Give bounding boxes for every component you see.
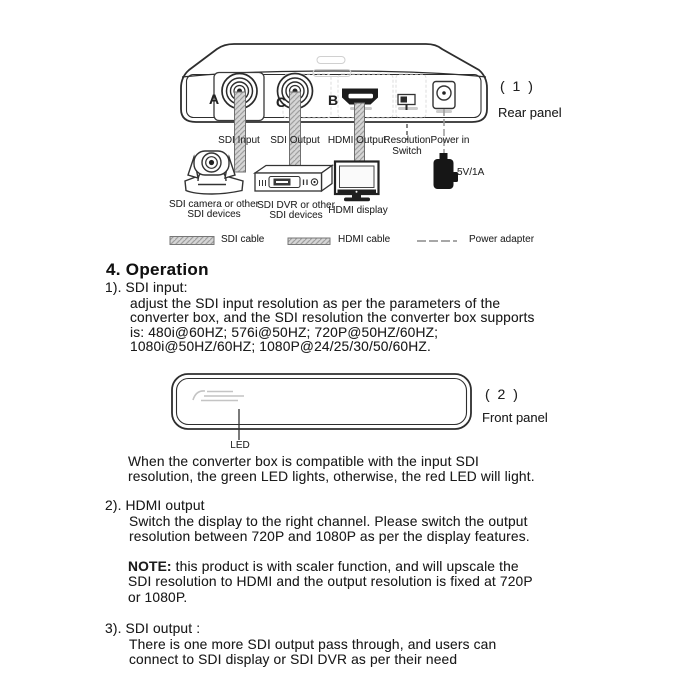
item2-title: 2). HDMI output: [105, 498, 205, 513]
item1-line: adjust the SDI input resolution as per the parameters of the: [130, 296, 501, 311]
label-hdmi-display: HDMI display: [328, 205, 388, 216]
sdi-dvr-icon: [255, 166, 332, 192]
power-jack-icon: [433, 82, 455, 109]
sdi-cable-swatch: [170, 237, 214, 245]
item3-title: 3). SDI output :: [105, 621, 201, 636]
note-line: or 1080P.: [128, 590, 188, 605]
legend-power-adapter: Power adapter: [469, 234, 535, 245]
hdmi-cable-swatch: [288, 238, 330, 245]
sdi-output-cable: [290, 92, 301, 169]
hdmi-port-icon: [342, 89, 378, 105]
note-line1: [128, 560, 519, 574]
label-camera-line1: SDI camera or other: [168, 199, 260, 210]
sdi-input-cable: [235, 92, 246, 172]
converter-box-front: [172, 374, 471, 440]
note-line: SDI resolution to HDMI and the output resolution is fixed at 720P: [128, 574, 533, 589]
legend-swatches: [170, 234, 457, 245]
label-hdmi-output: HDMI Output: [327, 135, 387, 146]
item1-line: is: 480i@60HZ; 576i@50HZ; 720P@50HZ/60HZ;: [130, 325, 439, 340]
item3-line: There is one more SDI output pass through, and users can: [129, 637, 497, 652]
led-paragraph-line: resolution, the green LED lights, otherwise, the red LED will light.: [128, 469, 535, 484]
label-sdi-output: SDI Output: [270, 135, 320, 146]
item1-title: 1). SDI input:: [105, 280, 188, 295]
legend-hdmi-cable: HDMI cable: [338, 234, 391, 245]
connector-letter-a: A: [209, 91, 220, 107]
note-label: NOTE:: [128, 559, 172, 574]
led-paragraph-line: When the converter box is compatible with the input SDI: [128, 454, 480, 469]
item2-line: Switch the display to the right channel. Please switch the output: [129, 514, 528, 529]
hdmi-cable: [355, 103, 365, 164]
label-power-in: Power in: [430, 135, 470, 146]
note-text: this product is with scaler function, and will upscale the: [171, 559, 519, 574]
section-heading: 4. Operation: [106, 260, 209, 279]
label-sdi-input: SDI Input: [218, 135, 260, 146]
figure1-number: ( 1 ): [500, 78, 535, 94]
item2-line: resolution between 720P and 1080P as per the display features.: [129, 529, 530, 544]
figure2-caption: Front panel: [482, 410, 548, 425]
label-led: LED: [230, 440, 250, 451]
figure1-caption: Rear panel: [498, 105, 562, 120]
legend-sdi-cable: SDI cable: [221, 234, 265, 245]
power-adapter-icon: [434, 153, 459, 189]
connector-letter-c: C: [276, 94, 287, 110]
label-adapter-rating: 5V/1A: [457, 167, 485, 178]
connector-letter-b: B: [328, 92, 339, 108]
figure2-number: ( 2 ): [485, 386, 520, 402]
item3-line: connect to SDI display or SDI DVR as per their need: [129, 652, 458, 667]
label-resolution-switch-line1: Resolution: [383, 135, 431, 146]
hdmi-display-icon: [335, 162, 379, 202]
label-dvr-line2: SDI devices: [269, 210, 323, 221]
item1-line: converter box, and the SDI resolution the converter box supports: [130, 310, 535, 325]
label-camera-line2: SDI devices: [187, 209, 241, 220]
label-dvr-line1: SDI DVR or other: [257, 200, 335, 211]
label-resolution-switch-line2: Switch: [392, 146, 422, 157]
item1-line: 1080i@50HZ/60HZ; 1080P@24/25/30/50/60HZ.: [130, 339, 431, 354]
